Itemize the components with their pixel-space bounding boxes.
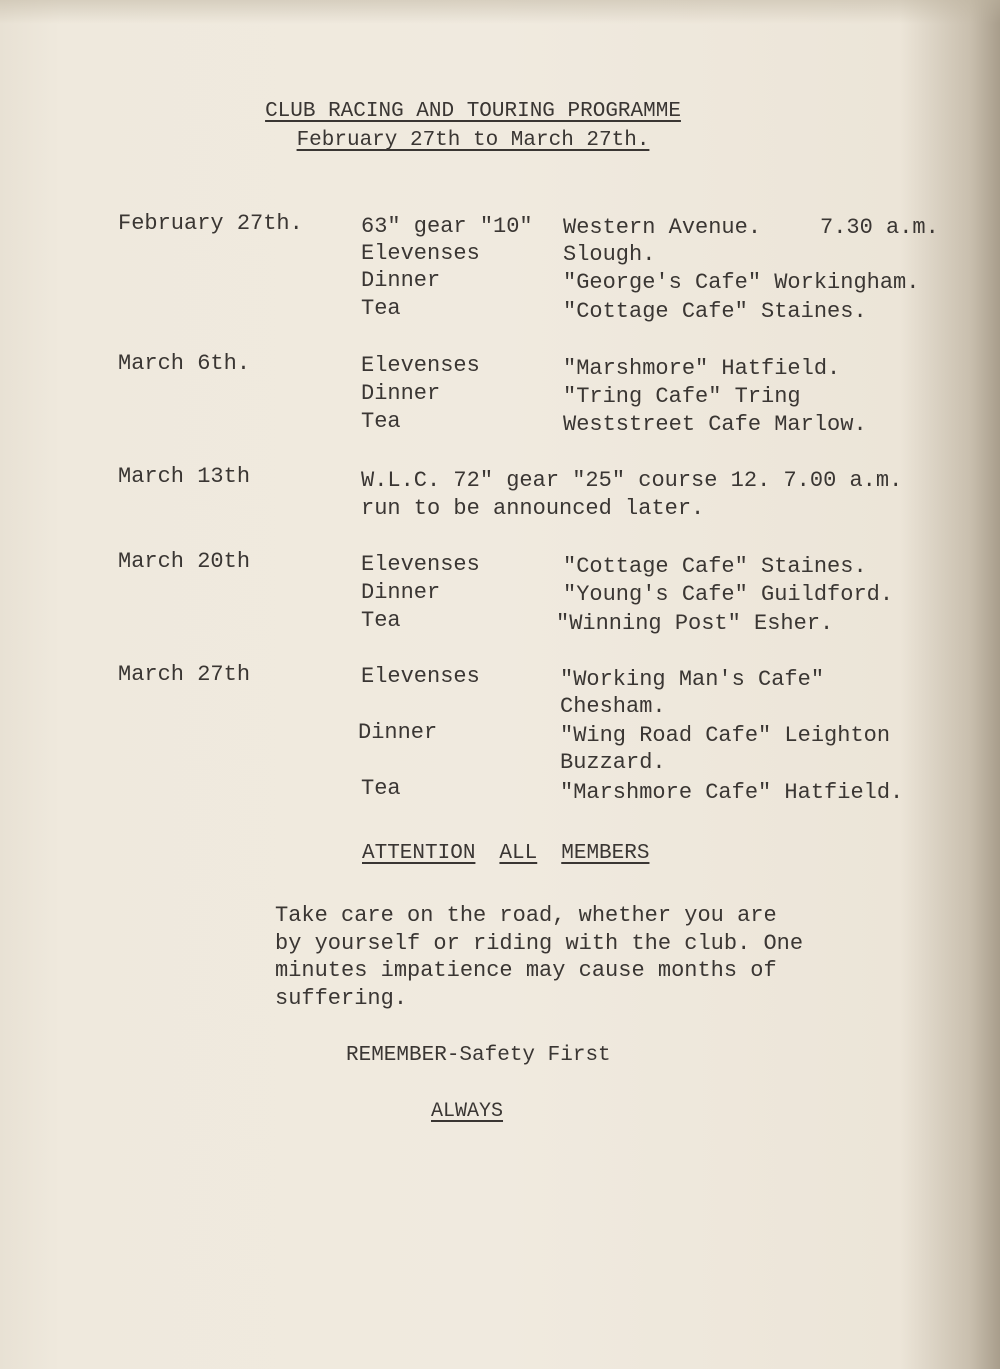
schedule-race-place-feb27: Western Avenue. [563,215,762,240]
notice-heading [362,842,673,865]
dinner-place: "Wing Road Cafe" Leighton [560,723,891,748]
schedule-date-mar13: March 13th [118,464,251,489]
dinner-place: "George's Cafe" Workingham. [563,270,920,295]
schedule-race-feb27: 63" gear "10" [361,214,533,239]
always-line: ALWAYS [431,1100,504,1123]
safety-paragraph: Take care on the road, whether you are by yourself or riding with the club. One minutes impatience may cause months of suffering. [275,903,804,1011]
schedule-date-mar27: March 27th [118,662,251,687]
schedule-date-feb27: February 27th. [118,211,303,236]
schedule-date-mar20: March 20th [118,549,251,574]
dinner-label: Dinner [361,381,441,406]
remember-line: REMEMBER-Safety First [346,1044,611,1067]
elevenses-label: Elevenses [361,552,480,577]
dinner-place: "Tring Cafe" Tring [563,384,801,409]
dinner-label: Dinner [358,720,438,745]
programme-title: CLUB RACING AND TOURING PROGRAMME [265,100,681,123]
tea-place: "Marshmore Cafe" Hatfield. [560,780,904,805]
elevenses-label: Elevenses [361,353,480,378]
dinner-label: Dinner [361,580,441,605]
elevenses-place: "Cottage Cafe" Staines. [563,554,867,579]
elevenses-place: Slough. [563,242,656,267]
notice-heading-word: ALL [499,842,538,865]
elevenses-place: "Working Man's Cafe" [560,667,825,692]
tea-place: Weststreet Cafe Marlow. [563,412,867,437]
tea-label: Tea [361,776,401,801]
tea-place: "Winning Post" Esher. [556,611,834,636]
dinner-label: Dinner [361,268,441,293]
elevenses-place: "Marshmore" Hatfield. [563,356,841,381]
elevenses-label: Elevenses [361,241,480,266]
tea-label: Tea [361,296,401,321]
schedule-date-mar6: March 6th. [118,351,251,376]
tea-place: "Cottage Cafe" Staines. [563,299,867,324]
elevenses-place-cont: Chesham. [560,694,666,719]
tea-label: Tea [361,409,401,434]
elevenses-label: Elevenses [361,664,480,689]
race-details-mar13: W.L.C. 72" gear "25" course 12. 7.00 a.m. [361,468,903,493]
run-note-mar13: run to be announced later. [361,496,705,521]
notice-heading-word: MEMBERS [561,842,650,865]
schedule-race-time-feb27: 7.30 a.m. [820,215,939,240]
dinner-place: "Young's Cafe" Guildford. [563,582,894,607]
notice-heading-word: ATTENTION [362,842,476,865]
programme-date-range: February 27th to March 27th. [296,129,650,152]
tea-label: Tea [361,608,401,633]
dinner-place-cont: Buzzard. [560,750,666,775]
